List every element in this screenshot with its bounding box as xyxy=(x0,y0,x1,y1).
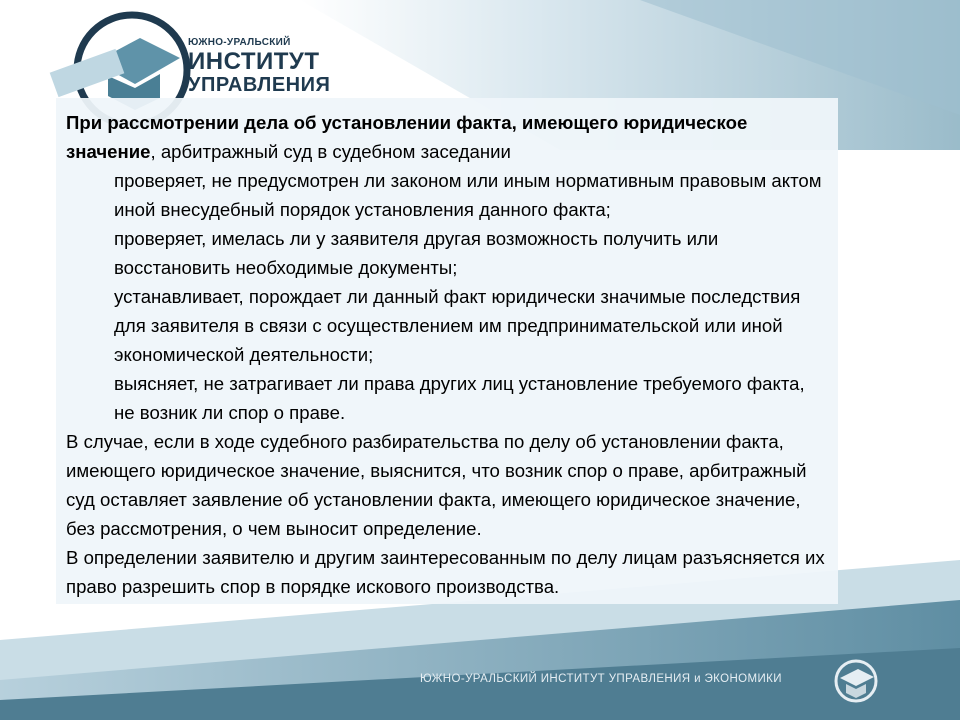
paragraph-2: В случае, если в ходе судебного разбирательства по делу об установлении факта, имеющего юридическое значение, выяснится, что возник спор о праве, арбитражный суд оставляет заявление об установлении факта, имеющего юридическое значение, без рассмотрения, о чем выносит определение. xyxy=(66,431,807,539)
paragraph-3: В определении заявителю и другим заинтересованным по делу лицам разъясняется их право разрешить спор в порядке искового производства. xyxy=(66,547,825,597)
institute-logo xyxy=(188,38,330,95)
intro-bold: При рассмотрении дела об установлении факта, имеющего юридическое значение xyxy=(66,112,748,162)
logo-line-3: УПРАВЛЕНИЯ xyxy=(188,74,331,96)
list-item: устанавливает, порождает ли данный факт юридически значимые последствия для заявителя в связи с осуществлением им предпринимательской или иной экономической деятельности; xyxy=(114,286,801,365)
logo-line-1: ЮЖНО-УРАЛЬСКИЙ xyxy=(188,37,291,48)
list-item: проверяет, не предусмотрен ли законом или иным нормативным правовым актом иной внесудебный порядок установления данного факта; xyxy=(114,170,822,220)
footer-text: ЮЖНО-УРАЛЬСКИЙ ИНСТИТУТ УПРАВЛЕНИЯ и ЭКОНОМИКИ xyxy=(420,673,782,685)
list-item: выясняет, не затрагивает ли права других лиц установление требуемого факта, не возник ли спор о праве. xyxy=(114,373,805,423)
intro-rest: , арбитражный суд в судебном заседании xyxy=(150,141,511,162)
list-item: проверяет, имелась ли у заявителя другая возможность получить или восстановить необходимые документы; xyxy=(114,228,719,278)
content-panel xyxy=(56,98,838,604)
logo-line-2: ИНСТИТУТ xyxy=(188,48,320,75)
footer-logo-icon xyxy=(826,656,886,706)
intro-paragraph xyxy=(66,108,828,166)
